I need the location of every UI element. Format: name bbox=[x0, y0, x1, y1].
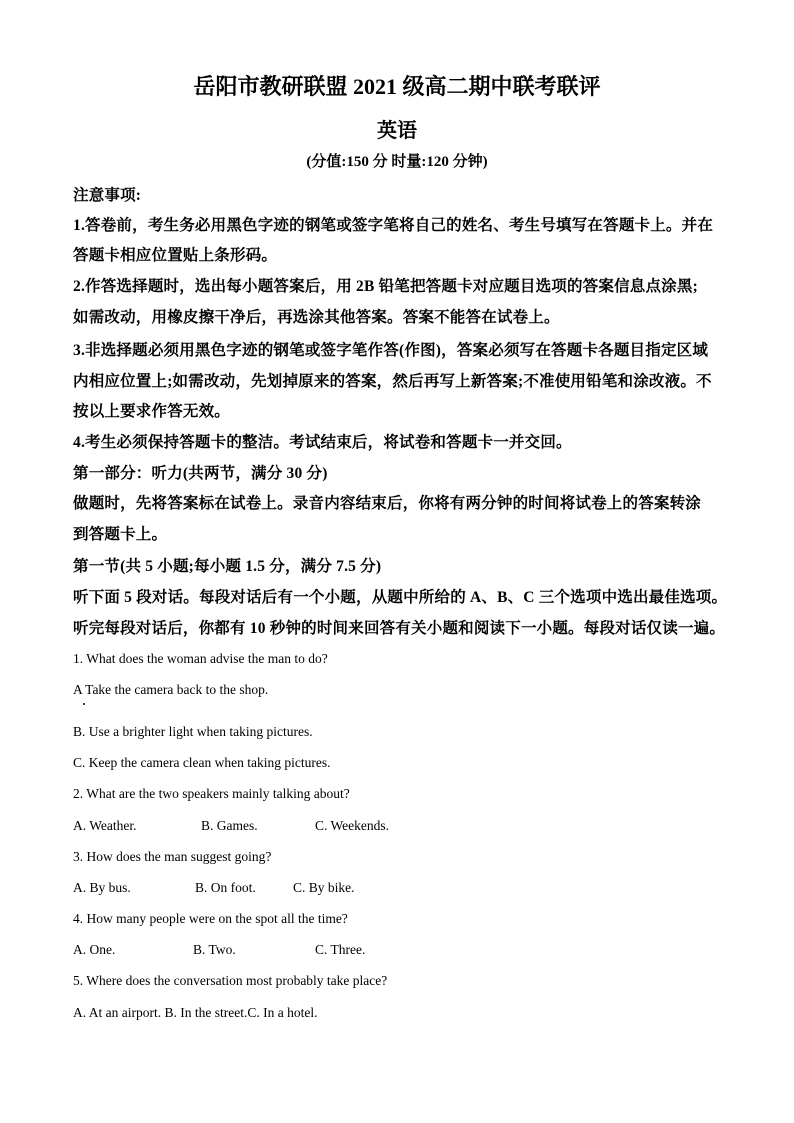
exam-title: 岳阳市教研联盟 2021 级高二期中联考联评 bbox=[193, 74, 601, 99]
question-stem: 4. How many people were on the spot all the time? bbox=[73, 911, 348, 926]
section1-instruction: 听下面 5 段对话。每段对话后有一个小题，从题中所给的 A、B、C 三个选项中选出最佳选项。 bbox=[73, 589, 728, 606]
question-option: A. Weather. bbox=[73, 818, 137, 833]
notice-line: 4.考生必须保持答题卡的整洁。考试结束后，将试卷和答题卡一并交回。 bbox=[73, 434, 572, 451]
section1-instruction: 听完每段对话后，你都有 10 秒钟的时间来回答有关小题和阅读下一小题。每段对话仅读一遍。 bbox=[73, 620, 726, 637]
exam-score-time: (分值:150 分 时量:120 分钟) bbox=[306, 154, 488, 170]
question-option: C. Keep the camera clean when taking pictures. bbox=[73, 755, 331, 770]
notice-line: 按以上要求作答无效。 bbox=[73, 403, 231, 420]
notice-heading: 注意事项: bbox=[73, 187, 142, 204]
question-option: A. By bus. bbox=[73, 880, 131, 895]
notice-line: 如需改动，用橡皮擦干净后，再选涂其他答案。答案不能答在试卷上。 bbox=[73, 309, 560, 326]
part1-instruction: 做题时，先将答案标在试卷上。录音内容结束后，你将有两分钟的时间将试卷上的答案转涂 bbox=[73, 495, 702, 512]
question-option: A. At an airport. B. In the street.C. In a hotel. bbox=[73, 1005, 318, 1020]
question-option: C. By bike. bbox=[293, 880, 355, 895]
question-option: B. On foot. bbox=[195, 880, 256, 895]
stray-dot bbox=[83, 703, 85, 705]
question-option: B. Two. bbox=[193, 942, 236, 957]
exam-subject: 英语 bbox=[377, 120, 417, 142]
notice-line: 答题卡相应位置贴上条形码。 bbox=[73, 247, 278, 264]
notice-line: 2.作答选择题时，选出每小题答案后，用 2B 铅笔把答题卡对应题目选项的答案信息点涂黑; bbox=[73, 278, 698, 295]
notice-line: 内相应位置上;如需改动，先划掉原来的答案，然后再写上新答案;不准使用铅笔和涂改液。不 bbox=[73, 373, 712, 390]
section1-heading: 第一节(共 5 小题;每小题 1.5 分，满分 7.5 分) bbox=[73, 558, 382, 575]
question-stem: 1. What does the woman advise the man to do? bbox=[73, 651, 328, 666]
question-option: B. Use a brighter light when taking pictures. bbox=[73, 724, 313, 739]
notice-line: 1.答卷前，考生务必用黑色字迹的钢笔或签字笔将自己的姓名、考生号填写在答题卡上。并在 bbox=[73, 217, 714, 234]
question-option: B. Games. bbox=[201, 818, 258, 833]
question-option: A Take the camera back to the shop. bbox=[73, 682, 269, 697]
notice-line: 3.非选择题必须用黑色字迹的钢笔或签字笔作答(作图)，答案必须写在答题卡各题目指定区域 bbox=[73, 342, 709, 359]
question-stem: 2. What are the two speakers mainly talking about? bbox=[73, 786, 350, 801]
question-stem: 3. How does the man suggest going? bbox=[73, 849, 272, 864]
question-option: A. One. bbox=[73, 942, 116, 957]
question-option: C. Weekends. bbox=[315, 818, 390, 833]
question-option: C. Three. bbox=[315, 942, 366, 957]
part1-heading: 第一部分：听力(共两节，满分 30 分) bbox=[73, 465, 328, 482]
question-stem: 5. Where does the conversation most probably take place? bbox=[73, 973, 388, 988]
part1-instruction: 到答题卡上。 bbox=[73, 526, 168, 543]
